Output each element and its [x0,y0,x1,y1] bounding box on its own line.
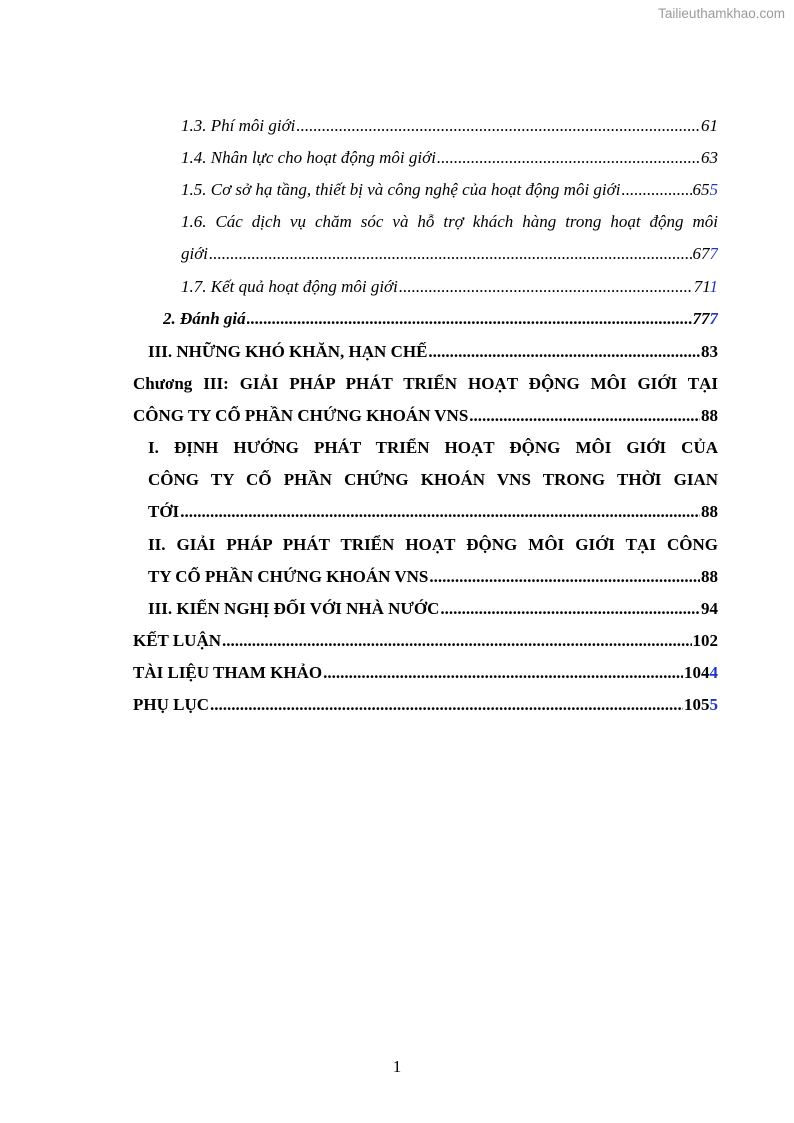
toc-entry-title: 1.5. Cơ sở hạ tầng, thiết bị và công nghệ của hoạt động môi giới [181,180,621,199]
toc-entry-page: 77 [692,309,710,328]
toc-entry-page: 63 [701,148,718,167]
toc-entry-page-suffix: 4 [709,663,718,682]
toc-entry-page-suffix: 7 [709,309,718,328]
dot-leader [180,502,700,522]
dot-leader [296,116,700,136]
toc-entry-title: giới [181,244,209,263]
toc-entry-chapter-3-line2[interactable] [133,406,718,426]
toc-entry-1-4[interactable] [181,148,718,168]
toc-entry-page: 102 [692,631,718,650]
toc-entry-page-suffix: 5 [709,180,718,199]
toc-entry-title: PHỤ LỤC [133,695,210,714]
dot-leader [428,342,700,362]
toc-entry-i-dinh-huong-line2[interactable]: CÔNG TY CỔ PHẦN CHỨNG KHOÁN VNS TRONG THỜI GIAN [148,470,718,489]
toc-entry-title: 1.4. Nhân lực cho hoạt động môi giới [181,148,436,167]
dot-leader [247,309,692,329]
toc-entry-1-3[interactable] [181,116,718,136]
toc-entry-i-dinh-huong-line3[interactable] [148,502,718,522]
toc-entry-page: 94 [701,599,718,618]
dot-leader [437,148,700,168]
toc-entry-title: 2. Đánh giá [163,309,246,328]
dot-leader [429,567,700,587]
toc-entry-page: 65 [692,180,710,199]
toc-entry-iii-kien-nghi[interactable] [148,599,718,619]
toc-entry-1-6-line1[interactable]: 1.6. Các dịch vụ chăm sóc và hỗ trợ khách hàng trong hoạt động môi [181,212,718,231]
toc-entry-title: CÔNG TY CỔ PHẦN CHỨNG KHOÁN VNS [133,406,469,425]
page-number: 1 [392,1057,402,1076]
toc-entry-tai-lieu-tham-khao[interactable] [133,663,718,683]
dot-leader [469,406,700,426]
toc-entry-chapter-3-line1[interactable]: Chương III: GIẢI PHÁP PHÁT TRIỂN HOẠT ĐỘNG MÔI GIỚI TẠI [133,374,718,393]
toc-entry-i-dinh-huong-line1[interactable]: I. ĐỊNH HƯỚNG PHÁT TRIỂN HOẠT ĐỘNG MÔI GIỚI CỦA [148,438,718,457]
toc-entry-title: III. NHỮNG KHÓ KHĂN, HẠN CHẾ [148,342,428,361]
dot-leader [440,599,700,619]
dot-leader [210,695,683,715]
toc-entry-page: 71 [693,277,710,296]
toc-entry-page: 88 [701,567,718,586]
toc-entry-page-suffix: 7 [709,244,718,263]
toc-entry-2-danh-gia[interactable] [163,309,718,329]
toc-entry-page: 88 [701,406,718,425]
toc-entry-title: TÀI LIỆU THAM KHẢO [133,663,323,682]
toc-entry-1-5[interactable] [181,180,718,200]
toc-entry-page-suffix: 5 [709,695,718,714]
dot-leader [209,244,691,264]
toc-entry-title: III. KIẾN NGHỊ ĐỐI VỚI NHÀ NƯỚC [148,599,440,618]
toc-entry-ket-luan[interactable] [133,631,718,651]
toc-entry-ii-giai-phap-line1[interactable]: II. GIẢI PHÁP PHÁT TRIỂN HOẠT ĐỘNG MÔI GIỚI TẠI CÔNG [148,535,718,554]
toc-entry-page: 88 [701,502,718,521]
toc-entry-page: 61 [701,116,718,135]
toc-entry-iii-kho-khan[interactable] [148,342,718,362]
toc-entry-page: 104 [684,663,710,682]
dot-leader [222,631,691,651]
dot-leader [323,663,683,683]
toc-entry-title: KẾT LUẬN [133,631,222,650]
toc-entry-title: 1.7. Kết quả hoạt động môi giới [181,277,398,296]
toc-entry-ii-giai-phap-line2[interactable] [148,567,718,587]
toc-entry-page: 67 [692,244,710,263]
toc-entry-page: 105 [684,695,710,714]
dot-leader [399,277,693,297]
toc-entry-1-6-line2[interactable] [181,244,718,264]
toc-entry-page-suffix: 1 [709,277,718,296]
toc-entry-title: TY CỔ PHẦN CHỨNG KHOÁN VNS [148,567,429,586]
toc-entry-phu-luc[interactable] [133,695,718,715]
toc-entry-1-7[interactable] [181,277,718,297]
toc-entry-page: 83 [701,342,718,361]
toc-entry-title: 1.3. Phí môi giới [181,116,296,135]
watermark-text: Tailieuthamkhao.com [658,6,785,21]
dot-leader [621,180,691,200]
toc-entry-title: TỚI [148,502,180,521]
